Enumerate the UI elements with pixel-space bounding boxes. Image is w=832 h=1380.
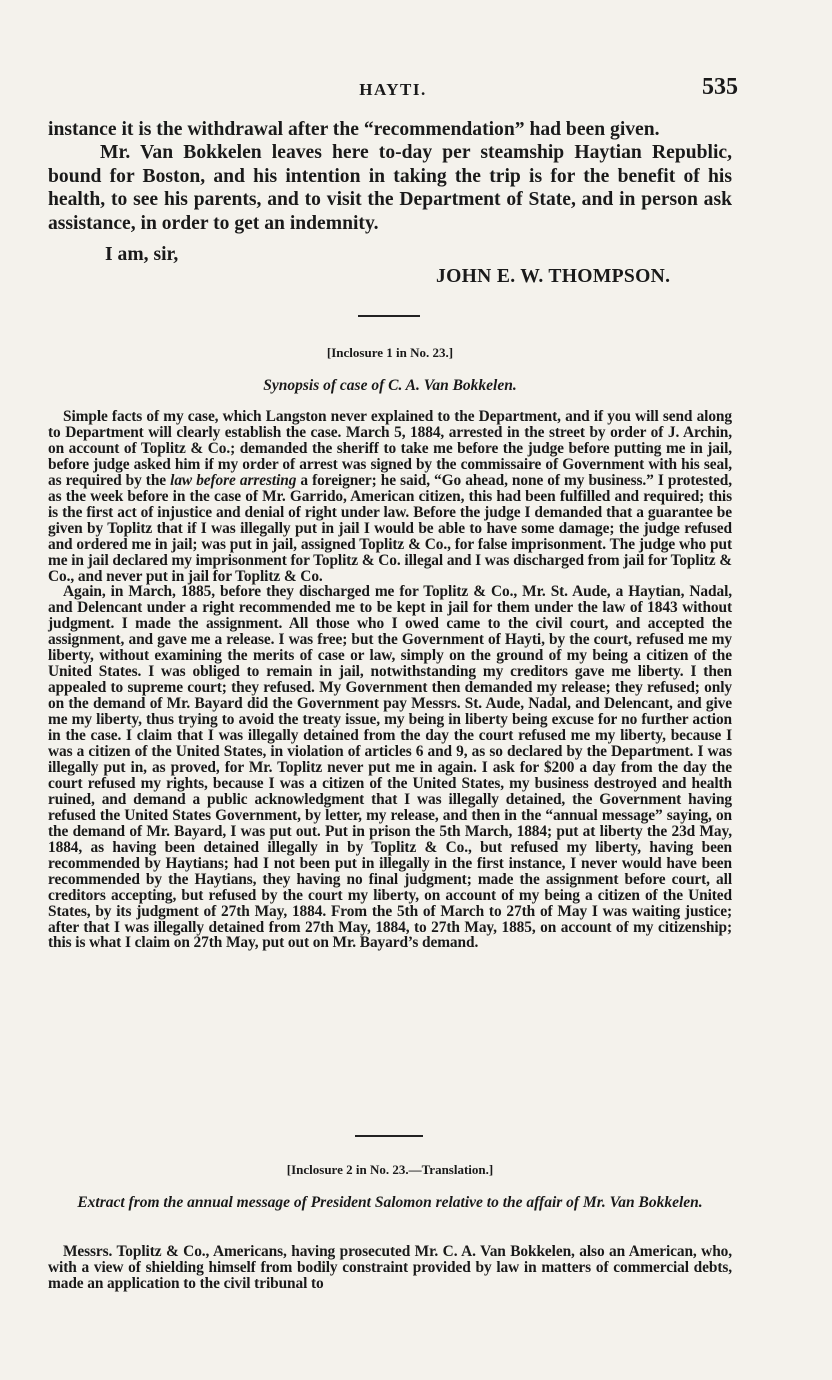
letter-signature: JOHN E. W. THOMPSON. — [436, 266, 671, 287]
section-divider — [358, 315, 420, 317]
letter-continuation: instance it is the withdrawal after the “recommendation” had been given. — [48, 119, 660, 140]
inclosure2-body — [48, 1244, 732, 1292]
inclosure2-title: Extract from the annual message of President Salomon relative to the affair of Mr. Van Bokkelen. — [77, 1194, 703, 1211]
inclosure2-heading: [Inclosure 2 in No. 23.—Translation.] — [286, 1162, 494, 1177]
inclosure2-paragraph: Messrs. Toplitz & Co., Americans, having prosecuted Mr. C. A. Van Bokkelen, also an American, who, with a view of shielding himself from bodily constraint provided by law in matters of commercial debts, made an application to the civil tribunal to — [48, 1243, 732, 1292]
inclosure1-paragraph-1: Simple facts of my case, which Langston never explained to the Department, and if you will send along to Department will clearly establish the case. March 5, 1884, arrested in the street by order of J. Archin, on account of Toplitz & Co.; demanded the sheriff to take me before the judge before putting me in jail, before judge asked him if my order of arrest was signed by the commissaire of Government with his seal, as required by the law before arresting a foreigner; he said, “Go ahead, none of my business.” I protested, as the week before in the case of Mr. Garrido, American citizen, this had been fulfilled and required; this is the first act of injustice and denial of right under law. Before the judge I demanded that a guarantee be given by Toplitz that if I was illegally put in jail I would be able to have some damage; the judge refused and ordered me in jail; was put in jail, assigned Toplitz & Co., for false imprisonment. The judge who put me in jail declared my imprisonment for Toplitz & Co. illegal and I was discharged from jail for Toplitz & Co., and never put in jail for Toplitz & Co. — [48, 408, 732, 585]
section-divider-2 — [355, 1135, 423, 1137]
page-number: 535 — [702, 74, 738, 100]
letter-closing: I am, sir, — [105, 244, 179, 265]
inclosure1-paragraph-2: Again, in March, 1885, before they discharged me for Toplitz & Co., Mr. St. Aude, a Haytian, Nadal, and Delencant under a right recommended me to be kept in jail for them under the law of 1843 without judgment. I made the assignment. All those who I owed came to the civil court, and accepted the assignment, and gave me a release. I was free; but the Government of Hayti, by the court, refused me my liberty, without examining the merits of case or law, simply on the ground of my being a citizen of the United States. I was obliged to remain in jail, notwithstanding my creditors gave me liberty. I then appealed to supreme court; they refused. My Government then demanded my release; they refused; only on the demand of Mr. Bayard did the Government pay Messrs. St. Aude, Nadal, and Delencant, and give me my liberty, thus trying to avoid the treaty issue, my being in liberty being excuse for no further action in the case. I claim that I was illegally detained from the day the court refused me my liberty, because I was a citizen of the United States, in violation of articles 6 and 9, as so declared by the Department. I was illegally put in, as proved, for Mr. Toplitz never put me in again. I ask for $200 a day from the day the court refused my rights, because I was a citizen of the United States, my business destroyed and health ruined, and demand a public acknowledgment that I was illegally detained, the Government having refused the United States Government, by letter, my release, and then in the “annual message” saying, on the demand of Mr. Bayard, I was put out. Put in prison the 5th March, 1884; put at liberty the 23d May, 1884, as having been detained illegally in by Toplitz & Co., but refused my liberty, having been recommended by Haytians; had I not been put in illegally in the first instance, I never would have been recommended by the Haytians, they having no final judgment; made the assignment before court, all creditors accepting, but refused by the court my liberty, on account of my being a citizen of the United States, by its judgment of 27th May, 1884. From the 5th of March to 27th of May I was waiting justice; after that I was illegally detained from 27th May, 1884, to 27th May, 1885, on account of my citizenship; this is what I claim on 27th May, put out on Mr. Bayard’s demand. — [48, 583, 732, 952]
inclosure1-heading: [Inclosure 1 in No. 23.] — [326, 345, 454, 360]
running-head: HAYTI. — [359, 80, 427, 99]
letter-body — [48, 118, 732, 235]
letter-paragraph: Mr. Van Bokkelen leaves here to-day per steamship Haytian Republic, bound for Boston, and his intention in taking the trip is for the benefit of his health, to see his parents, and to visit the Department of State, and in person ask assistance, in order to get an indemnity. — [48, 142, 732, 234]
page-header — [48, 74, 738, 104]
inclosure1-body — [48, 409, 732, 951]
inclosure1-title: Synopsis of case of C. A. Van Bokkelen. — [263, 377, 517, 394]
